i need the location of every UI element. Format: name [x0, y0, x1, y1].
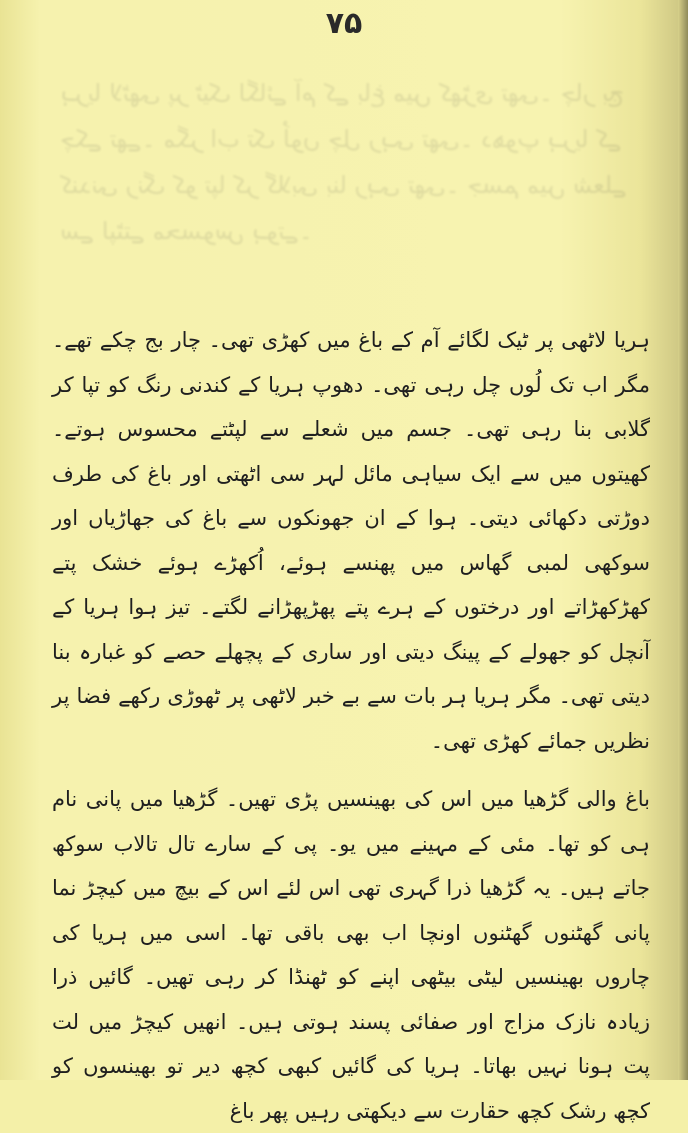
page-edge-shadow — [678, 0, 688, 1080]
reverse-side-bleed-through: ہریا لاٹھی پر ٹیک لگائے آم کے باغ میں کھڑی تھی۔ چار بج چکے تھے۔ مگر اب تک لُوں چل رہی تھی۔ دھوپ ہریا کے کندنی رنگ کو تپا کر گلابی بنا رہی تھی۔ جسم میں شعلے سے لپٹتے محسوس ہوتے۔ — [60, 79, 627, 245]
paragraph: باغ والی گڑھیا میں اس کی بھینسیں پڑی تھیں۔ گڑھیا میں پانی نام ہی کو تھا۔ مئی کے مہینے میں یو۔ پی کے سارے تال تالاب سوکھ جاتے ہیں۔ یہ گڑھیا ذرا گہری تھی اس لئے اس کے بیچ میں کیچڑ نما پانی گھٹنوں گھٹنوں اونچا اب بھی باقی تھا۔ اسی میں ہریا کی چاروں بھینسیں لیٹی بیٹھی اپنے کو ٹھنڈا کر رہی تھیں۔ گائیں ذرا زیادہ نازک مزاج اور صفائی پسند ہوتی ہیں۔ انھیں کیچڑ میں لت پت ہونا نہیں بھاتا۔ ہریا کی گائیں کبھی کچھ دیر تو بھینسوں کو کچھ رشک کچھ حقارت سے دیکھتی رہیں پھر باغ — [52, 787, 650, 1123]
body-text — [52, 318, 650, 1133]
paragraph: ہریا لاٹھی پر ٹیک لگائے آم کے باغ میں کھڑی تھی۔ چار بج چکے تھے۔ مگر اب تک لُوں چل رہی تھی۔ دھوپ ہریا کے کندنی رنگ کو تپا کر گلابی بنا رہی تھی۔ جسم میں شعلے سے لپٹتے محسوس ہوتے۔ کھیتوں میں سے ایک سیاہی مائل لہر سی اٹھتی اور باغ کی طرف دوڑتی دکھائی دیتی۔ ہوا کے ان جھونکوں سے باغ کی جھاڑیاں اور سوکھی لمبی گھاس میں پھنسے ہوئے، اُکھڑے ہوئے خشک پتے کھڑکھڑاتے اور درختوں کے ہرے پتے پھڑپھڑانے لگتے۔ تیز ہوا ہریا کے آنچل کو جھولے کے پینگ دیتی اور ساری کے پچھلے حصے کو غبارہ بنا دیتی تھی۔ مگر ہریا ہر بات سے بے خبر لاٹھی پر ٹھوڑی رکھے فضا پر نظریں جمائے کھڑی تھی۔ — [52, 328, 650, 753]
page-number: ۷۵ — [325, 6, 363, 41]
